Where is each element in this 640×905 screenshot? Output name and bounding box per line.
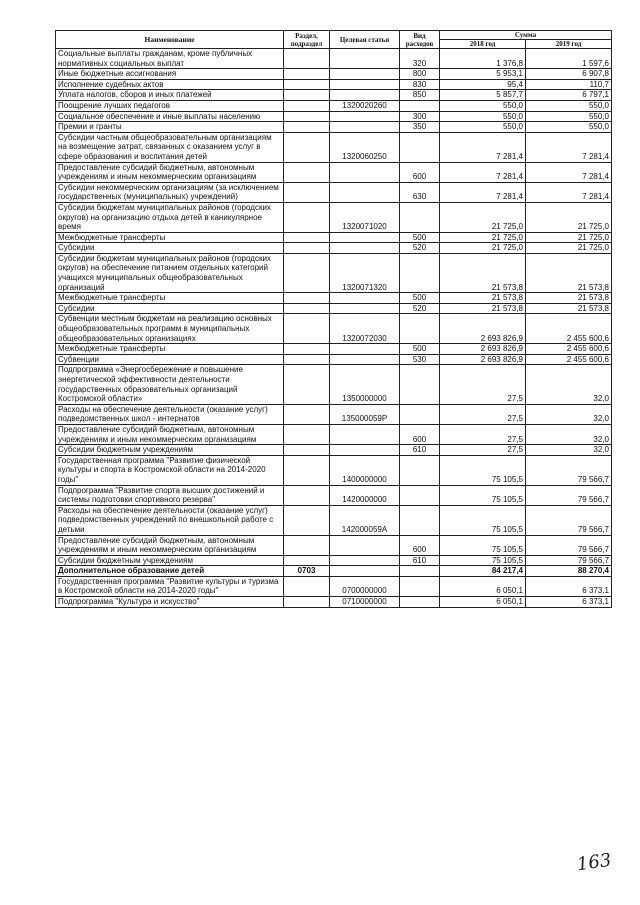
row-sum-2019: 2 455 600,6 <box>526 354 612 365</box>
table-row <box>56 455 612 485</box>
header-target: Целевая статья <box>330 31 400 49</box>
row-section <box>284 202 330 232</box>
row-name: Предоставление субсидий бюджетным, автономным учреждениям и иным некоммерческим организациям <box>56 424 284 444</box>
row-expense-type <box>400 505 440 535</box>
row-name: Государственная программа "Развитие культуры и туризма в Костромской области на 2014-2020 годы" <box>56 576 284 596</box>
row-sum-2018: 550,0 <box>440 122 526 133</box>
row-sum-2019: 21 573,8 <box>526 303 612 314</box>
row-target <box>330 90 400 101</box>
row-name: Премии и гранты <box>56 122 284 133</box>
table-row <box>56 243 612 254</box>
row-name: Субсидии некоммерческим организациям (за исключением государственных (муниципальных) учреждений) <box>56 182 284 202</box>
row-target: 1420000000 <box>330 485 400 505</box>
row-sum-2019: 32,0 <box>526 424 612 444</box>
row-sum-2019: 7 281,4 <box>526 182 612 202</box>
row-sum-2019: 21 725,0 <box>526 202 612 232</box>
row-target <box>330 555 400 566</box>
row-name: Межбюджетные трансферты <box>56 293 284 304</box>
row-section <box>284 555 330 566</box>
row-section <box>284 253 330 292</box>
row-sum-2019: 79 566,7 <box>526 455 612 485</box>
row-target <box>330 445 400 456</box>
table-row <box>56 576 612 596</box>
row-target: 1320072030 <box>330 314 400 344</box>
row-sum-2019: 550,0 <box>526 122 612 133</box>
row-target: 142000059А <box>330 505 400 535</box>
row-name: Подпрограмма "Развитие спорта высших достижений и системы подготовки спортивного резерва" <box>56 485 284 505</box>
table-row <box>56 365 612 404</box>
table-row <box>56 354 612 365</box>
row-expense-type <box>400 404 440 424</box>
row-name: Межбюджетные трансферты <box>56 232 284 243</box>
row-sum-2018: 75 105,5 <box>440 535 526 555</box>
row-sum-2019: 2 455 600,6 <box>526 344 612 355</box>
table-row <box>56 485 612 505</box>
row-sum-2019: 6 907,8 <box>526 69 612 80</box>
row-expense-type: 500 <box>400 232 440 243</box>
table-row <box>56 49 612 69</box>
row-name: Поощрение лучших педагогов <box>56 100 284 111</box>
row-sum-2018: 7 281,4 <box>440 162 526 182</box>
row-sum-2019: 21 573,8 <box>526 293 612 304</box>
row-target: 0710000000 <box>330 597 400 608</box>
row-name: Субсидии бюджетным учреждениям <box>56 445 284 456</box>
table-row <box>56 69 612 80</box>
row-section <box>284 132 330 162</box>
row-target <box>330 79 400 90</box>
row-expense-type: 350 <box>400 122 440 133</box>
row-sum-2019: 550,0 <box>526 111 612 122</box>
row-section <box>284 49 330 69</box>
row-sum-2018: 75 105,5 <box>440 485 526 505</box>
row-target: 1320020260 <box>330 100 400 111</box>
table-row <box>56 111 612 122</box>
row-name: Расходы на обеспечение деятельности (оказание услуг) подведомственных школ - интернатов <box>56 404 284 424</box>
row-section <box>284 455 330 485</box>
row-sum-2019: 6 373,1 <box>526 576 612 596</box>
row-name: Социальные выплаты гражданам, кроме публичных нормативных социальных выплат <box>56 49 284 69</box>
table-row <box>56 122 612 133</box>
row-section <box>284 79 330 90</box>
row-sum-2019: 88 270,4 <box>526 566 612 577</box>
row-expense-type <box>400 314 440 344</box>
row-section <box>284 424 330 444</box>
row-expense-type <box>400 566 440 577</box>
row-section <box>284 293 330 304</box>
row-sum-2019: 550,0 <box>526 100 612 111</box>
row-section: 0703 <box>284 566 330 577</box>
row-target <box>330 111 400 122</box>
budget-table <box>55 30 612 608</box>
row-target <box>330 303 400 314</box>
header-section: Раздел, подраздел <box>284 31 330 49</box>
row-name: Межбюджетные трансферты <box>56 344 284 355</box>
table-row <box>56 90 612 101</box>
row-sum-2019: 6 373,1 <box>526 597 612 608</box>
row-sum-2018: 21 573,8 <box>440 293 526 304</box>
row-name: Подпрограмма «Энергосбережение и повышение энергетической эффективности деятельности государственных образовательных организаций Костромской области» <box>56 365 284 404</box>
row-sum-2018: 21 725,0 <box>440 243 526 254</box>
row-section <box>284 314 330 344</box>
row-sum-2018: 5 953,1 <box>440 69 526 80</box>
row-sum-2018: 75 105,5 <box>440 455 526 485</box>
row-expense-type <box>400 455 440 485</box>
row-sum-2019: 21 725,0 <box>526 243 612 254</box>
row-expense-type: 320 <box>400 49 440 69</box>
table-row <box>56 314 612 344</box>
table-row <box>56 424 612 444</box>
row-section <box>284 90 330 101</box>
row-name: Субвенции местным бюджетам на реализацию основных общеобразовательных программ в муниципальных общеобразовательных организациях <box>56 314 284 344</box>
row-sum-2019: 1 597,6 <box>526 49 612 69</box>
table-row <box>56 344 612 355</box>
row-sum-2018: 27,5 <box>440 404 526 424</box>
table-row <box>56 303 612 314</box>
row-target <box>330 49 400 69</box>
row-sum-2019: 79 566,7 <box>526 485 612 505</box>
row-section <box>284 162 330 182</box>
row-expense-type: 500 <box>400 344 440 355</box>
row-expense-type: 630 <box>400 182 440 202</box>
row-target <box>330 293 400 304</box>
row-sum-2018: 7 281,4 <box>440 182 526 202</box>
row-sum-2018: 21 573,8 <box>440 253 526 292</box>
row-name: Иные бюджетные ассигнования <box>56 69 284 80</box>
row-section <box>284 344 330 355</box>
row-section <box>284 485 330 505</box>
row-sum-2018: 84 217,4 <box>440 566 526 577</box>
row-target: 1320060250 <box>330 132 400 162</box>
row-section <box>284 303 330 314</box>
row-sum-2018: 1 376,8 <box>440 49 526 69</box>
row-sum-2018: 2 693 826,9 <box>440 354 526 365</box>
budget-table-container <box>55 30 612 608</box>
row-expense-type <box>400 202 440 232</box>
row-target: 0700000000 <box>330 576 400 596</box>
row-target <box>330 344 400 355</box>
row-expense-type <box>400 253 440 292</box>
row-expense-type: 520 <box>400 303 440 314</box>
row-expense-type <box>400 597 440 608</box>
table-row <box>56 597 612 608</box>
row-target <box>330 243 400 254</box>
row-sum-2019: 32,0 <box>526 365 612 404</box>
row-sum-2019: 21 573,8 <box>526 253 612 292</box>
table-row <box>56 253 612 292</box>
row-sum-2018: 550,0 <box>440 100 526 111</box>
row-sum-2018: 2 693 826,9 <box>440 344 526 355</box>
row-name: Социальное обеспечение и иные выплаты населению <box>56 111 284 122</box>
row-name: Субсидии бюджетным учреждениям <box>56 555 284 566</box>
header-year-2018: 2018 год <box>440 40 526 49</box>
row-sum-2018: 21 573,8 <box>440 303 526 314</box>
row-expense-type: 600 <box>400 162 440 182</box>
row-section <box>284 182 330 202</box>
row-sum-2018: 6 050,1 <box>440 597 526 608</box>
row-sum-2019: 7 281,4 <box>526 162 612 182</box>
row-sum-2018: 75 105,5 <box>440 505 526 535</box>
row-section <box>284 354 330 365</box>
row-expense-type: 850 <box>400 90 440 101</box>
row-target: 1320071320 <box>330 253 400 292</box>
row-name: Подпрограмма "Культура и искусство" <box>56 597 284 608</box>
row-name: Субсидии бюджетам муниципальных районов (городских округов) на организацию отдыха детей в каникулярное время <box>56 202 284 232</box>
table-row <box>56 555 612 566</box>
row-expense-type <box>400 365 440 404</box>
table-row <box>56 232 612 243</box>
row-sum-2019: 6 797,1 <box>526 90 612 101</box>
row-sum-2019: 2 455 600,6 <box>526 314 612 344</box>
row-name: Субсидии бюджетам муниципальных районов (городских округов) на обеспечение питанием отдельных категорий учащихся муниципальных общеобразовательных организаций <box>56 253 284 292</box>
row-sum-2018: 27,5 <box>440 424 526 444</box>
table-row <box>56 404 612 424</box>
row-sum-2019: 32,0 <box>526 445 612 456</box>
row-section <box>284 69 330 80</box>
row-sum-2018: 6 050,1 <box>440 576 526 596</box>
row-target <box>330 69 400 80</box>
row-sum-2018: 7 281,4 <box>440 132 526 162</box>
table-header <box>56 31 612 49</box>
row-expense-type: 600 <box>400 424 440 444</box>
table-row <box>56 566 612 577</box>
row-expense-type: 520 <box>400 243 440 254</box>
row-target <box>330 535 400 555</box>
row-name: Государственная программа "Развитие физической культуры и спорта в Костромской области на 2014-2020 годы" <box>56 455 284 485</box>
row-section <box>284 111 330 122</box>
header-sum: Сумма <box>440 31 612 40</box>
row-section <box>284 122 330 133</box>
row-section <box>284 445 330 456</box>
row-section <box>284 535 330 555</box>
row-sum-2018: 27,5 <box>440 365 526 404</box>
row-sum-2019: 79 566,7 <box>526 555 612 566</box>
row-section <box>284 597 330 608</box>
table-row <box>56 535 612 555</box>
row-target: 1350000000 <box>330 365 400 404</box>
table-row <box>56 293 612 304</box>
row-name: Исполнение судебных актов <box>56 79 284 90</box>
table-row <box>56 132 612 162</box>
row-expense-type: 610 <box>400 445 440 456</box>
row-name: Субсидии <box>56 303 284 314</box>
row-sum-2018: 5 857,7 <box>440 90 526 101</box>
table-row <box>56 162 612 182</box>
row-expense-type <box>400 576 440 596</box>
row-sum-2018: 27,5 <box>440 445 526 456</box>
row-target <box>330 232 400 243</box>
row-name: Субсидии частным общеобразовательным организациям на возмещение затрат, связанных с оказанием услуг в сфере образования и воспитания детей <box>56 132 284 162</box>
row-target: 1400000000 <box>330 455 400 485</box>
row-section <box>284 100 330 111</box>
row-expense-type: 530 <box>400 354 440 365</box>
row-expense-type: 300 <box>400 111 440 122</box>
page-number: 163 <box>575 849 613 876</box>
row-sum-2018: 75 105,5 <box>440 555 526 566</box>
row-expense-type: 500 <box>400 293 440 304</box>
row-expense-type <box>400 485 440 505</box>
row-name: Уплата налогов, сборов и иных платежей <box>56 90 284 101</box>
row-section <box>284 505 330 535</box>
row-section <box>284 404 330 424</box>
row-sum-2018: 95,4 <box>440 79 526 90</box>
row-expense-type <box>400 100 440 111</box>
header-year-2019: 2019 год <box>526 40 612 49</box>
row-expense-type: 830 <box>400 79 440 90</box>
header-name: Наименование <box>56 31 284 49</box>
row-target <box>330 354 400 365</box>
header-type: Вид расходов <box>400 31 440 49</box>
row-sum-2018: 550,0 <box>440 111 526 122</box>
table-row <box>56 505 612 535</box>
row-target: 135000059Р <box>330 404 400 424</box>
row-sum-2019: 7 281,4 <box>526 132 612 162</box>
row-expense-type: 610 <box>400 555 440 566</box>
row-name: Субвенции <box>56 354 284 365</box>
row-expense-type <box>400 132 440 162</box>
row-section <box>284 576 330 596</box>
row-name: Дополнительное образование детей <box>56 566 284 577</box>
row-sum-2019: 110,7 <box>526 79 612 90</box>
row-sum-2019: 79 566,7 <box>526 535 612 555</box>
row-target <box>330 122 400 133</box>
row-name: Предоставление субсидий бюджетным, автономным учреждениям и иным некоммерческим организациям <box>56 162 284 182</box>
row-sum-2018: 21 725,0 <box>440 202 526 232</box>
row-name: Расходы на обеспечение деятельности (оказание услуг) подведомственных учреждений по внешкольной работе с детьми <box>56 505 284 535</box>
row-sum-2018: 21 725,0 <box>440 232 526 243</box>
row-section <box>284 232 330 243</box>
row-target <box>330 424 400 444</box>
row-target <box>330 162 400 182</box>
row-section <box>284 243 330 254</box>
table-row <box>56 202 612 232</box>
table-row <box>56 79 612 90</box>
row-target: 1320071020 <box>330 202 400 232</box>
row-target <box>330 182 400 202</box>
row-name: Предоставление субсидий бюджетным, автономным учреждениям и иным некоммерческим организациям <box>56 535 284 555</box>
row-name: Субсидии <box>56 243 284 254</box>
table-row <box>56 182 612 202</box>
row-sum-2018: 2 693 826,9 <box>440 314 526 344</box>
table-row <box>56 445 612 456</box>
row-expense-type: 800 <box>400 69 440 80</box>
row-target <box>330 566 400 577</box>
table-row <box>56 100 612 111</box>
row-section <box>284 365 330 404</box>
row-sum-2019: 79 566,7 <box>526 505 612 535</box>
row-sum-2019: 21 725,0 <box>526 232 612 243</box>
row-sum-2019: 32,0 <box>526 404 612 424</box>
row-expense-type: 600 <box>400 535 440 555</box>
table-body <box>56 49 612 608</box>
